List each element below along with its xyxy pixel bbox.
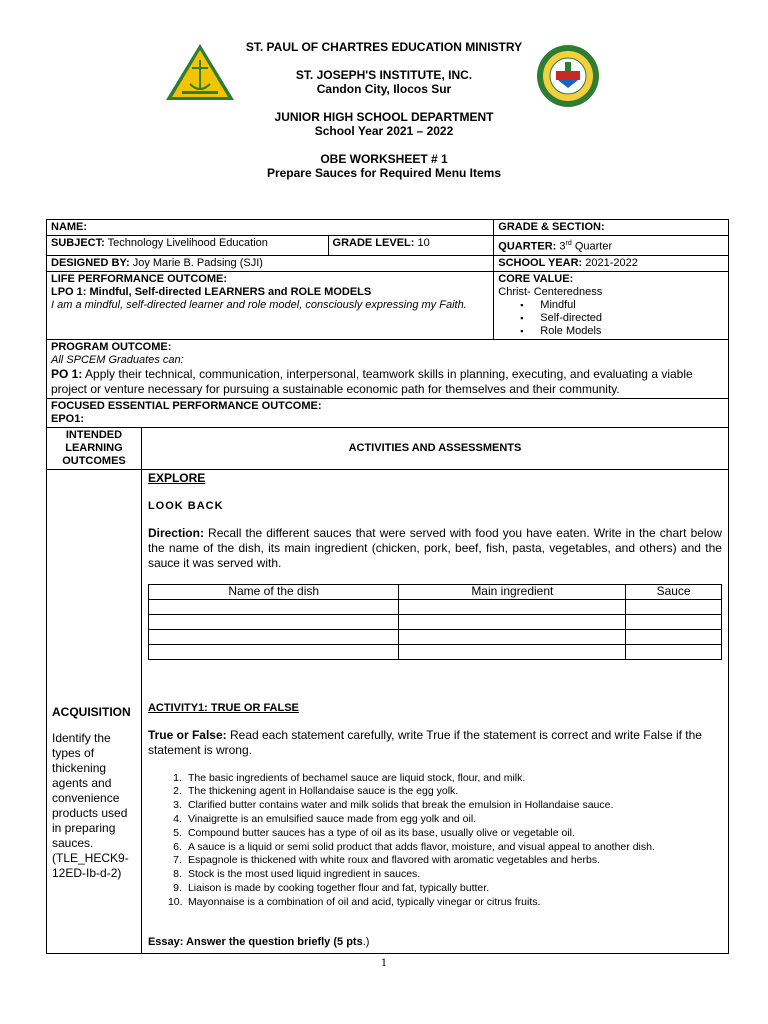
core-item: ▪ Mindful <box>520 299 724 312</box>
sauce-chart-table <box>148 584 722 660</box>
program-outcome <box>47 339 729 398</box>
core-value-list <box>520 299 724 338</box>
ilo-column <box>47 469 142 953</box>
core-value-text: Christ- Centeredness <box>498 285 603 298</box>
lpo-title: LPO 1: Mindful, Self-directed LEARNERS and ROLE MODELS <box>51 285 372 298</box>
chart-cell[interactable] <box>148 629 398 644</box>
po-text: PO 1: Apply their technical, communication, interpersonal, teamwork skills in planning, executing, and evaluating a viable project or venture necessary for pursuing a sustainable economic path for themselves and their community. <box>51 366 693 396</box>
list-item: 6. A sauce is a liquid or semi solid product that adds flavor, moisture, and visual appeal to another dish. <box>173 840 655 853</box>
table-row <box>148 599 721 614</box>
grade-section-field[interactable]: GRADE & SECTION: <box>494 220 729 236</box>
list-item: 1. The basic ingredients of bechamel sauce are liquid stock, flour, and milk. <box>173 771 526 784</box>
statement-list <box>168 772 728 910</box>
look-back-title: LOOK BACK <box>147 499 224 512</box>
list-item: 9. Liaison is made by cooking together flour and fat, typically butter. <box>173 882 490 895</box>
list-item: 10. Mayonnaise is a combination of oil and acid, typically vinegar or citrus fruits. <box>167 895 541 908</box>
institute-location: Candon City, Ilocos Sur <box>316 82 452 96</box>
direction-text: Direction: Recall the different sauces that were served with food you have eaten. Write in the chart below the name of the dish, its main ingredient (chicken, pork, beef, fish, pasta, vegetables, and others) and the sauce it was served with. <box>147 525 722 570</box>
chart-cell[interactable] <box>148 614 398 629</box>
activity1-title: ACTIVITY1: TRUE OR FALSE <box>147 701 299 714</box>
explore-title: EXPLORE <box>147 470 206 485</box>
chart-cell[interactable] <box>148 644 398 659</box>
acquisition-description: Identify the types of thickening agents and convenience products used in preparing sauces. (TLE_HECK9-12ED-Ib-d-2) <box>52 730 129 880</box>
po-heading: PROGRAM OUTCOME: <box>51 340 172 353</box>
acquisition-title: ACQUISITION <box>52 704 131 719</box>
table-row <box>148 614 721 629</box>
chart-cell[interactable] <box>148 599 398 614</box>
list-item: 7. Espagnole is thickened with white roux and flavored with aromatic vegetables and herbs. <box>173 854 601 867</box>
list-item: 3. Clarified butter contains water and milk solids that break the emulsion in Hollandaise sauce. <box>173 799 614 812</box>
page-number: 1 <box>380 958 388 969</box>
chart-cell[interactable] <box>626 599 722 614</box>
table-row <box>148 629 721 644</box>
table-row <box>148 644 721 659</box>
chart-cell[interactable] <box>399 644 626 659</box>
acquisition-block <box>52 706 136 881</box>
life-performance-outcome <box>47 271 494 339</box>
chart-cell[interactable] <box>626 644 722 659</box>
lpo-text: I am a mindful, self-directed learner and role model, consciously expressing my Faith. <box>51 298 467 311</box>
core-value <box>494 271 729 339</box>
list-item: 8. Stock is the most used liquid ingredient in sauces. <box>173 868 421 881</box>
essay-instructions: Essay: Answer the question briefly (5 pts.) <box>147 935 370 948</box>
chart-cell[interactable] <box>399 614 626 629</box>
list-item: 4. Vinaigrette is an emulsified sauce made from egg yolk and oil. <box>173 813 477 826</box>
lpo-heading: LIFE PERFORMANCE OUTCOME: <box>51 272 227 285</box>
po-sub: All SPCEM Graduates can: <box>51 353 184 366</box>
quarter-field: QUARTER: 3rd Quarter <box>494 236 729 256</box>
chart-header-ingredient: Main ingredient <box>399 584 626 599</box>
document-header <box>0 40 768 180</box>
institute-name: ST. JOSEPH'S INSTITUTE, INC. <box>295 68 473 82</box>
core-item: ▪ Self-directed <box>520 312 724 325</box>
chart-cell[interactable] <box>399 629 626 644</box>
chart-cell[interactable] <box>399 599 626 614</box>
ilo-column-header: INTENDED LEARNING OUTCOMES <box>47 427 142 469</box>
chart-cell[interactable] <box>626 629 722 644</box>
epo-label: EPO1: <box>51 412 85 425</box>
school-year-field: SCHOOL YEAR: 2021-2022 <box>494 255 729 271</box>
chart-header-dish: Name of the dish <box>148 584 398 599</box>
designed-by-field: DESIGNED BY: Joy Marie B. Padsing (SJI) <box>47 255 494 271</box>
chart-cell[interactable] <box>626 614 722 629</box>
list-item: 2. The thickening agent in Hollandaise sauce is the egg yolk. <box>173 785 459 798</box>
chart-header-sauce: Sauce <box>626 584 722 599</box>
worksheet-title: Prepare Sauces for Required Menu Items <box>266 166 502 180</box>
worksheet-table <box>46 219 729 954</box>
worksheet-number: OBE WORKSHEET # 1 <box>320 152 448 166</box>
list-item: 5. Compound butter sauces has a type of oil as its base, usually olive or vegetable oil. <box>173 826 575 839</box>
subject-field: SUBJECT: Technology Livelihood Education <box>47 236 329 256</box>
core-item: ▪ Role Models <box>520 325 724 338</box>
true-false-instructions: True or False: Read each statement carefully, write True if the statement is correct and write False if the statement is wrong. <box>147 727 702 757</box>
activities-column-header: ACTIVITIES AND ASSESSMENTS <box>141 427 728 469</box>
grade-level-field: GRADE LEVEL: 10 <box>328 236 494 256</box>
department-name: JUNIOR HIGH SCHOOL DEPARTMENT <box>274 110 494 124</box>
focused-outcome <box>47 398 729 427</box>
school-year: School Year 2021 – 2022 <box>314 124 454 138</box>
ministry-name: ST. PAUL OF CHARTRES EDUCATION MINISTRY <box>245 40 523 54</box>
fepo-heading: FOCUSED ESSENTIAL PERFORMANCE OUTCOME: <box>51 399 322 412</box>
name-field[interactable]: NAME: <box>47 220 494 236</box>
core-heading: CORE VALUE: <box>498 272 574 285</box>
activities-column <box>141 469 728 953</box>
